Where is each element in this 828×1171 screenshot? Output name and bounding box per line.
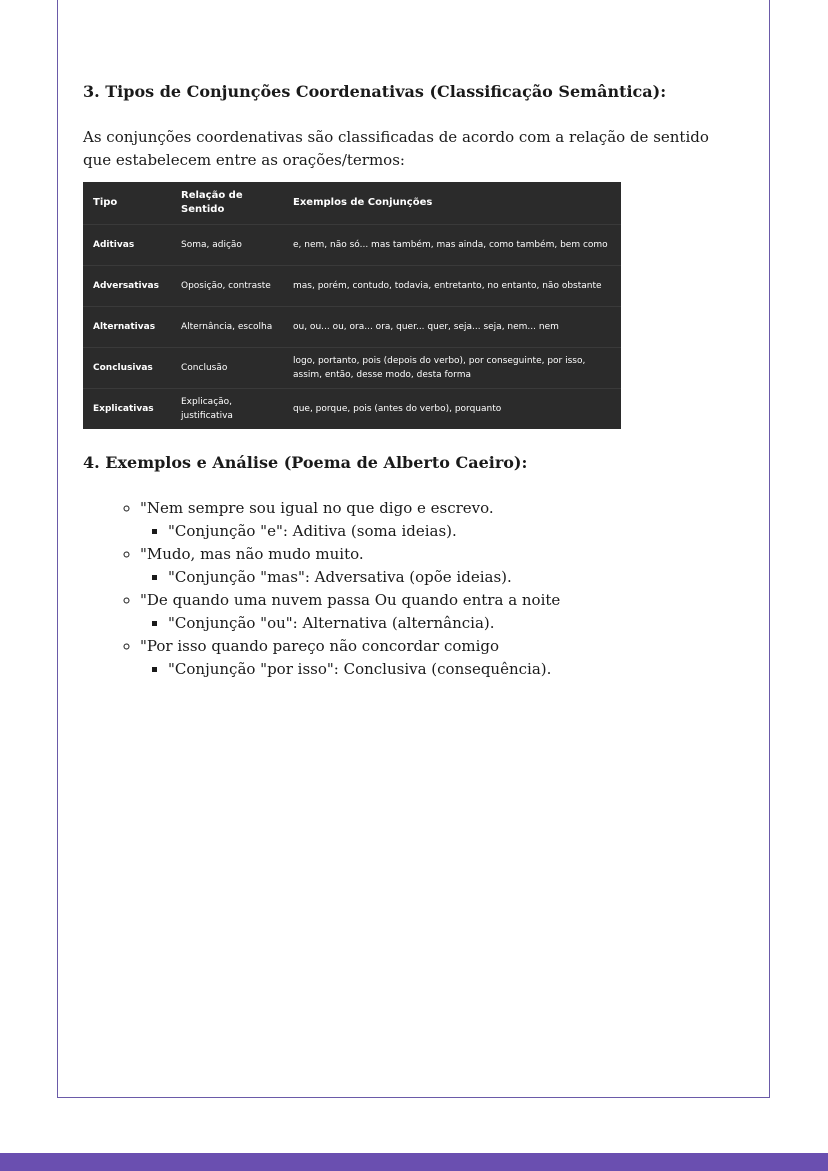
analysis-item: ▪ "Conjunção "mas": Adversativa (opõe ideias). bbox=[168, 566, 723, 589]
cell-relacao: Alternância, escolha bbox=[171, 307, 283, 348]
cell-tipo: Explicativas bbox=[83, 389, 171, 430]
examples-list bbox=[83, 497, 723, 681]
table-row bbox=[83, 348, 621, 389]
list-item bbox=[140, 635, 723, 681]
list-item bbox=[140, 543, 723, 589]
cell-tipo: Alternativas bbox=[83, 307, 171, 348]
conjunctions-table bbox=[83, 182, 621, 429]
header-relacao: Relação de Sentido bbox=[181, 190, 243, 215]
cell-tipo: Aditivas bbox=[83, 225, 171, 266]
list-item bbox=[140, 589, 723, 635]
table-row bbox=[83, 389, 621, 430]
table-header-row bbox=[83, 182, 621, 225]
cell-tipo: Conclusivas bbox=[83, 348, 171, 389]
section3-intro: As conjunções coordenativas são classificadas de acordo com a relação de sentido que estabelecem entre as orações/termos: bbox=[83, 128, 709, 169]
verse-text: "Por isso quando pareço não concordar comigo bbox=[140, 637, 500, 655]
table-row bbox=[83, 266, 621, 307]
cell-exemplos: que, porque, pois (antes do verbo), porquanto bbox=[283, 389, 621, 430]
verse-text: "Nem sempre sou igual no que digo e escrevo. bbox=[140, 499, 494, 517]
cell-relacao: Oposição, contraste bbox=[171, 266, 283, 307]
cell-exemplos: logo, portanto, pois (depois do verbo), por conseguinte, por isso, assim, então, desse modo, desta forma bbox=[283, 348, 621, 389]
cell-relacao: Soma, adição bbox=[171, 225, 283, 266]
document-content bbox=[83, 78, 723, 681]
list-item bbox=[140, 497, 723, 543]
cell-tipo: Adversativas bbox=[83, 266, 171, 307]
cell-exemplos: e, nem, não só... mas também, mas ainda, como também, bem como bbox=[283, 225, 621, 266]
analysis-item: ▪ "Conjunção "e": Aditiva (soma ideias). bbox=[168, 520, 723, 543]
section4-heading: 4. Exemplos e Análise (Poema de Alberto Caeiro): bbox=[83, 453, 528, 472]
cell-relacao: Conclusão bbox=[171, 348, 283, 389]
analysis-item: ▪ "Conjunção "por isso": Conclusiva (consequência). bbox=[168, 658, 723, 681]
cell-exemplos: mas, porém, contudo, todavia, entretanto, no entanto, não obstante bbox=[283, 266, 621, 307]
verse-text: "Mudo, mas não mudo muito. bbox=[140, 545, 364, 563]
table-row bbox=[83, 307, 621, 348]
footer-band bbox=[0, 1153, 828, 1171]
section3-heading: 3. Tipos de Conjunções Coordenativas (Classificação Semântica): bbox=[83, 82, 667, 101]
cell-relacao: Explicação, justificativa bbox=[171, 389, 283, 430]
header-tipo: Tipo bbox=[93, 197, 118, 208]
cell-exemplos: ou, ou... ou, ora... ora, quer... quer, seja... seja, nem... nem bbox=[283, 307, 621, 348]
table-row bbox=[83, 225, 621, 266]
analysis-item: ▪ "Conjunção "ou": Alternativa (alternância). bbox=[168, 612, 723, 635]
header-exemplos: Exemplos de Conjunções bbox=[293, 197, 433, 208]
verse-text: "De quando uma nuvem passa Ou quando entra a noite bbox=[140, 591, 561, 609]
